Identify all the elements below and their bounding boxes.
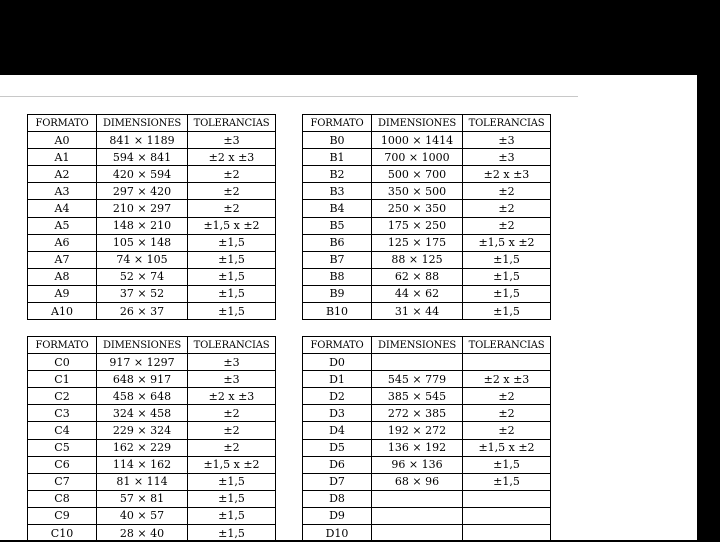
dimensions-cell: 1000 × 1414 bbox=[372, 132, 463, 149]
tolerance-cell: ±1,5 bbox=[463, 251, 551, 268]
column-header: TOLERANCIAS bbox=[188, 337, 276, 354]
table-row bbox=[303, 183, 551, 200]
format-cell: D6 bbox=[303, 456, 372, 473]
format-cell: B9 bbox=[303, 285, 372, 302]
table-row bbox=[28, 132, 276, 149]
format-cell: D7 bbox=[303, 473, 372, 490]
dimensions-cell: 57 × 81 bbox=[97, 490, 188, 507]
table-row bbox=[303, 422, 551, 439]
tolerance-cell: ±2 bbox=[188, 439, 276, 456]
tolerance-cell: ±1,5 bbox=[188, 507, 276, 524]
format-cell: D8 bbox=[303, 490, 372, 507]
tolerance-cell bbox=[463, 525, 551, 542]
dimensions-cell: 648 × 917 bbox=[97, 371, 188, 388]
dimensions-cell: 192 × 272 bbox=[372, 422, 463, 439]
column-header: FORMATO bbox=[28, 115, 97, 132]
table-row bbox=[303, 285, 551, 302]
tolerance-cell bbox=[463, 354, 551, 371]
column-header: TOLERANCIAS bbox=[463, 337, 551, 354]
tolerance-cell: ±1,5 bbox=[188, 525, 276, 542]
table-row bbox=[28, 507, 276, 524]
dimensions-cell: 229 × 324 bbox=[97, 422, 188, 439]
column-header: TOLERANCIAS bbox=[463, 115, 551, 132]
table-row bbox=[28, 303, 276, 320]
table-row bbox=[303, 166, 551, 183]
tolerance-cell: ±1,5 x ±2 bbox=[463, 234, 551, 251]
tolerance-cell: ±1,5 bbox=[188, 285, 276, 302]
dimensions-cell: 700 × 1000 bbox=[372, 149, 463, 166]
column-header: FORMATO bbox=[28, 337, 97, 354]
dimensions-cell: 37 × 52 bbox=[97, 285, 188, 302]
format-cell: B4 bbox=[303, 200, 372, 217]
format-cell: D10 bbox=[303, 525, 372, 542]
table-row bbox=[28, 405, 276, 422]
column-header: DIMENSIONES bbox=[372, 115, 463, 132]
format-cell: D2 bbox=[303, 388, 372, 405]
format-cell: A2 bbox=[28, 166, 97, 183]
format-cell: B8 bbox=[303, 268, 372, 285]
format-cell: C6 bbox=[28, 456, 97, 473]
dimensions-cell: 125 × 175 bbox=[372, 234, 463, 251]
table-row bbox=[28, 166, 276, 183]
tolerance-cell: ±1,5 bbox=[188, 251, 276, 268]
table-row bbox=[303, 371, 551, 388]
table-row bbox=[303, 473, 551, 490]
dimensions-cell: 31 × 44 bbox=[372, 303, 463, 320]
table-row bbox=[303, 405, 551, 422]
table-row bbox=[28, 439, 276, 456]
dimensions-cell: 88 × 125 bbox=[372, 251, 463, 268]
table-row bbox=[28, 422, 276, 439]
tolerance-cell: ±2 bbox=[463, 217, 551, 234]
tolerance-cell bbox=[463, 507, 551, 524]
tolerance-cell: ±2 bbox=[188, 405, 276, 422]
dimensions-cell: 81 × 114 bbox=[97, 473, 188, 490]
tolerance-cell: ±1,5 bbox=[463, 456, 551, 473]
format-cell: A8 bbox=[28, 268, 97, 285]
table-header-row bbox=[303, 115, 551, 132]
table-row bbox=[303, 200, 551, 217]
table-row bbox=[303, 268, 551, 285]
format-cell: C4 bbox=[28, 422, 97, 439]
format-cell: C5 bbox=[28, 439, 97, 456]
dimensions-cell: 28 × 40 bbox=[97, 525, 188, 542]
table-c-series bbox=[27, 336, 276, 542]
table-b-series bbox=[302, 114, 551, 320]
dimensions-cell: 175 × 250 bbox=[372, 217, 463, 234]
tolerance-cell: ±1,5 x ±2 bbox=[463, 439, 551, 456]
tolerance-cell: ±2 x ±3 bbox=[188, 388, 276, 405]
dimensions-cell: 162 × 229 bbox=[97, 439, 188, 456]
format-cell: A0 bbox=[28, 132, 97, 149]
tolerance-cell: ±3 bbox=[188, 354, 276, 371]
dimensions-cell: 917 × 1297 bbox=[97, 354, 188, 371]
format-cell: C3 bbox=[28, 405, 97, 422]
table-row bbox=[28, 285, 276, 302]
format-cell: D3 bbox=[303, 405, 372, 422]
tolerance-cell: ±1,5 bbox=[188, 234, 276, 251]
column-header: FORMATO bbox=[303, 337, 372, 354]
dimensions-cell: 350 × 500 bbox=[372, 183, 463, 200]
format-cell: B10 bbox=[303, 303, 372, 320]
dimensions-cell: 96 × 136 bbox=[372, 456, 463, 473]
tolerance-cell: ±1,5 bbox=[188, 303, 276, 320]
format-cell: D4 bbox=[303, 422, 372, 439]
dimensions-cell: 52 × 74 bbox=[97, 268, 188, 285]
table-row bbox=[303, 456, 551, 473]
tolerance-cell: ±2 bbox=[463, 388, 551, 405]
table-row bbox=[303, 507, 551, 524]
column-header: TOLERANCIAS bbox=[188, 115, 276, 132]
dimensions-cell: 500 × 700 bbox=[372, 166, 463, 183]
dimensions-cell: 68 × 96 bbox=[372, 473, 463, 490]
format-cell: D5 bbox=[303, 439, 372, 456]
tolerance-cell: ±1,5 bbox=[463, 473, 551, 490]
format-cell: D9 bbox=[303, 507, 372, 524]
table-row bbox=[303, 251, 551, 268]
table-row bbox=[28, 388, 276, 405]
dimensions-cell: 74 × 105 bbox=[97, 251, 188, 268]
tolerance-cell: ±3 bbox=[463, 149, 551, 166]
dimensions-cell bbox=[372, 525, 463, 542]
table-row bbox=[28, 234, 276, 251]
dimensions-cell: 210 × 297 bbox=[97, 200, 188, 217]
tolerance-cell: ±3 bbox=[463, 132, 551, 149]
format-cell: C10 bbox=[28, 525, 97, 542]
tolerance-cell: ±2 bbox=[463, 405, 551, 422]
table-row bbox=[28, 200, 276, 217]
table-row bbox=[303, 354, 551, 371]
format-cell: A5 bbox=[28, 217, 97, 234]
table-row bbox=[28, 371, 276, 388]
table-row bbox=[28, 183, 276, 200]
tolerance-cell bbox=[463, 490, 551, 507]
tolerance-cell: ±2 x ±3 bbox=[463, 166, 551, 183]
tolerance-cell: ±2 x ±3 bbox=[463, 371, 551, 388]
table-row bbox=[28, 354, 276, 371]
format-cell: B6 bbox=[303, 234, 372, 251]
tolerance-cell: ±2 bbox=[463, 183, 551, 200]
format-cell: B3 bbox=[303, 183, 372, 200]
dimensions-cell: 148 × 210 bbox=[97, 217, 188, 234]
dimensions-cell: 841 × 1189 bbox=[97, 132, 188, 149]
format-cell: C9 bbox=[28, 507, 97, 524]
format-cell: B5 bbox=[303, 217, 372, 234]
dimensions-cell: 136 × 192 bbox=[372, 439, 463, 456]
column-header: DIMENSIONES bbox=[372, 337, 463, 354]
table-row bbox=[303, 132, 551, 149]
format-cell: B0 bbox=[303, 132, 372, 149]
tolerance-cell: ±2 bbox=[188, 166, 276, 183]
table-row bbox=[28, 268, 276, 285]
dimensions-cell: 272 × 385 bbox=[372, 405, 463, 422]
dimensions-cell bbox=[372, 490, 463, 507]
dimensions-cell: 458 × 648 bbox=[97, 388, 188, 405]
format-cell: A9 bbox=[28, 285, 97, 302]
tolerance-cell: ±1,5 x ±2 bbox=[188, 217, 276, 234]
format-cell: C8 bbox=[28, 490, 97, 507]
format-cell: A10 bbox=[28, 303, 97, 320]
table-row bbox=[303, 303, 551, 320]
table-row bbox=[28, 217, 276, 234]
format-cell: A4 bbox=[28, 200, 97, 217]
format-cell: C1 bbox=[28, 371, 97, 388]
format-cell: D1 bbox=[303, 371, 372, 388]
tolerance-cell: ±2 bbox=[188, 183, 276, 200]
title-divider bbox=[0, 96, 578, 97]
dimensions-cell: 420 × 594 bbox=[97, 166, 188, 183]
format-cell: A6 bbox=[28, 234, 97, 251]
tolerance-cell: ±2 bbox=[463, 422, 551, 439]
tolerance-cell: ±1,5 bbox=[463, 268, 551, 285]
format-cell: A1 bbox=[28, 149, 97, 166]
table-a-series bbox=[27, 114, 276, 320]
dimensions-cell: 385 × 545 bbox=[372, 388, 463, 405]
tolerance-cell: ±1,5 bbox=[188, 473, 276, 490]
table-row bbox=[28, 149, 276, 166]
format-cell: C2 bbox=[28, 388, 97, 405]
dimensions-cell: 40 × 57 bbox=[97, 507, 188, 524]
dimensions-cell: 324 × 458 bbox=[97, 405, 188, 422]
dimensions-cell bbox=[372, 354, 463, 371]
table-row bbox=[28, 251, 276, 268]
dimensions-cell: 545 × 779 bbox=[372, 371, 463, 388]
tolerance-cell: ±1,5 bbox=[463, 303, 551, 320]
table-row bbox=[303, 234, 551, 251]
dimensions-cell: 594 × 841 bbox=[97, 149, 188, 166]
tolerance-cell: ±1,5 x ±2 bbox=[188, 456, 276, 473]
table-row bbox=[28, 473, 276, 490]
column-header: DIMENSIONES bbox=[97, 115, 188, 132]
table-row bbox=[303, 217, 551, 234]
table-row bbox=[303, 149, 551, 166]
tolerance-cell: ±2 bbox=[188, 422, 276, 439]
format-cell: B7 bbox=[303, 251, 372, 268]
dimensions-cell: 105 × 148 bbox=[97, 234, 188, 251]
table-header-row bbox=[303, 337, 551, 354]
table-header-row bbox=[28, 337, 276, 354]
tolerance-cell: ±3 bbox=[188, 371, 276, 388]
tolerance-cell: ±1,5 bbox=[188, 268, 276, 285]
tolerance-cell: ±1,5 bbox=[188, 490, 276, 507]
format-cell: A7 bbox=[28, 251, 97, 268]
dimensions-cell: 26 × 37 bbox=[97, 303, 188, 320]
table-row bbox=[303, 490, 551, 507]
format-cell: A3 bbox=[28, 183, 97, 200]
format-cell: B1 bbox=[303, 149, 372, 166]
dimensions-cell: 250 × 350 bbox=[372, 200, 463, 217]
tolerance-cell: ±3 bbox=[188, 132, 276, 149]
format-cell: C7 bbox=[28, 473, 97, 490]
dimensions-cell: 114 × 162 bbox=[97, 456, 188, 473]
format-cell: B2 bbox=[303, 166, 372, 183]
tolerance-cell: ±2 x ±3 bbox=[188, 149, 276, 166]
table-row bbox=[28, 525, 276, 542]
top-black-band bbox=[0, 0, 720, 74]
table-row bbox=[303, 525, 551, 542]
table-row bbox=[28, 490, 276, 507]
dimensions-cell: 297 × 420 bbox=[97, 183, 188, 200]
table-row bbox=[303, 388, 551, 405]
dimensions-cell: 62 × 88 bbox=[372, 268, 463, 285]
tolerance-cell: ±2 bbox=[188, 200, 276, 217]
column-header: FORMATO bbox=[303, 115, 372, 132]
format-cell: D0 bbox=[303, 354, 372, 371]
tolerance-cell: ±1,5 bbox=[463, 285, 551, 302]
column-header: DIMENSIONES bbox=[97, 337, 188, 354]
table-row bbox=[303, 439, 551, 456]
table-header-row bbox=[28, 115, 276, 132]
tolerance-cell: ±2 bbox=[463, 200, 551, 217]
dimensions-cell: 44 × 62 bbox=[372, 285, 463, 302]
format-cell: C0 bbox=[28, 354, 97, 371]
dimensions-cell bbox=[372, 507, 463, 524]
table-row bbox=[28, 456, 276, 473]
table-d-series bbox=[302, 336, 551, 542]
